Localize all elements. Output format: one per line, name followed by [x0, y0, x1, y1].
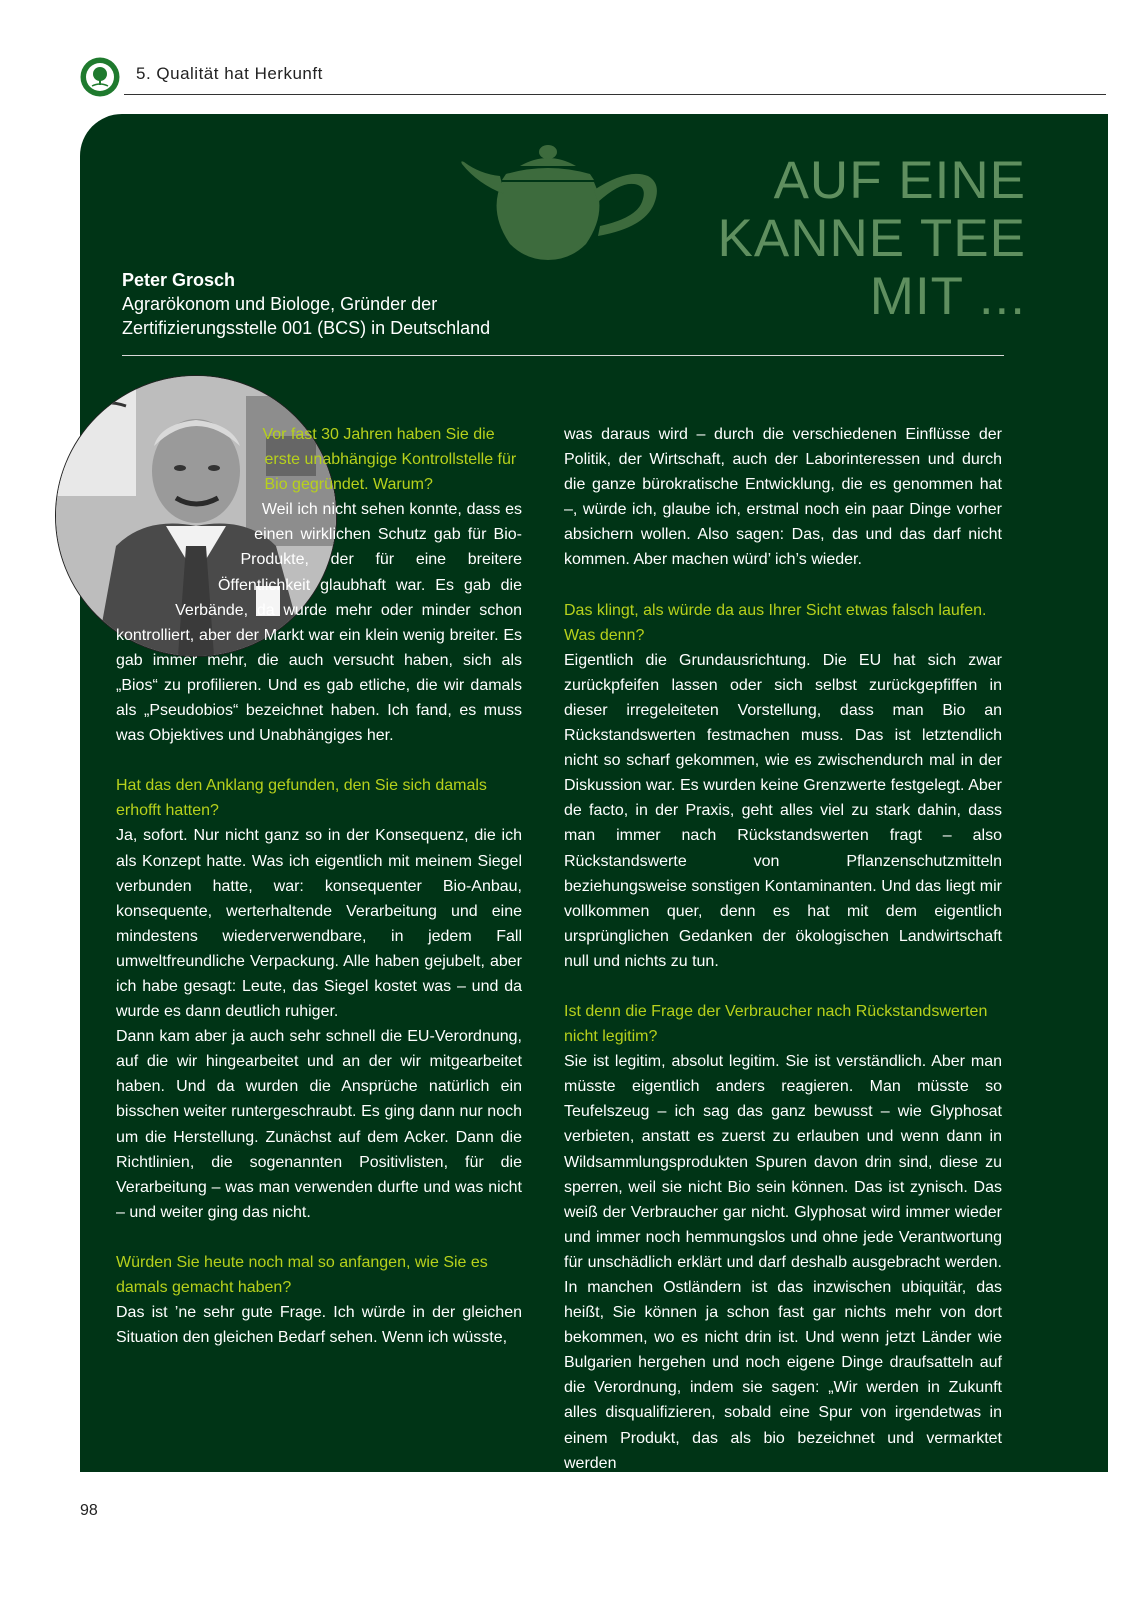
interview-answer: was daraus wird – durch die verschiedenen Einflüsse der Politik, der Wirtschaft, auch der Laborinteressen und durch die ganze bürokratische Entwicklung, die es genommen hat –, würde ich, glaube ich, erstmal noch ein paar Dinge vorher absichern wollen. Also sagen: Das, das und das darf nicht kommen. Aber machen würd’ ich’s wieder.	[564, 426, 1002, 569]
interviewee-description-line: Agrarökonom und Biologe, Gründer der	[122, 294, 438, 314]
interview-question: Würden Sie heute noch mal so anfangen, wie Sie es damals gemacht haben?	[116, 1253, 488, 1296]
header-divider	[124, 94, 1106, 95]
interview-question: Das klingt, als würde da aus Ihrer Sicht etwas falsch laufen. Was denn?	[564, 601, 987, 644]
interview-answer: Eigentlich die Grundausrichtung. Die EU hat sich zwar zurückpfeifen lassen oder sich selbst zurückgepfiffen in dieser irregeleiteten Vorstellung, dass man Bio an Rückstandswerten festmachen muss. Das ist letztendlich nicht so scharf gekommen, wie es zwischendurch mal in der Diskussion war. Es wurden keine Grenzwerte festgelegt. Aber de facto, in der Praxis, geht alles viel zu stark dahin, dass man immer nach Rückstandswerten fragt – also Rückstandswerte von Pflanzenschutzmitteln beziehungsweise sonstigen Kontaminanten. Und das liegt mir vollkommen quer, denn es hat mit dem eigentlich ursprünglichen Gedanken der ökologischen Landwirtschaft null und nichts zu tun.	[564, 651, 1002, 970]
interview-answer: Dann kam aber ja auch sehr schnell die EU-Verordnung, auf die wir hingearbeitet und an der wir mitgearbeitet haben. Und da wurden die Ansprüche natürlich ein bisschen weiter runtergeschraubt. Es ging dann nur noch um die Herstellung. Zunächst auf dem Acker. Dann die Richtlinien, die sogenannten Positivlisten, für die Verarbeitung – was man verwenden durfte und was nicht – und weiter ging das nicht.	[116, 1028, 522, 1221]
interview-answer: Ja, sofort. Nur nicht ganz so in der Konsequenz, die ich als Konzept hatte. Was ich eigentlich mit meinem Siegel verbunden hatte, war: konsequenter Bio-Anbau, konsequente, werterhaltende Verarbeitung und eine mindestens wiederverwendbare, in jedem Fall umweltfreundliche Verpackung. Alle haben gejubelt, aber ich habe gesagt: Leute, das Siegel kostet was – und da wurde es dann deutlich ruhiger.	[116, 827, 522, 1021]
interview-answer: Sie ist legitim, absolut legitim. Sie ist verständlich. Aber man müsste eigentlich anders reagieren. Man müsste so Teufelszeug – ich sag das ganz bewusst – wie Glyphosat verbieten, anstatt es zuerst zu erlauben und wenn dann in Wildsammlungsprodukten Spuren davon drin sind, diese zu sperren, weil sie nicht Bio sein können. Das ist zynisch. Das weiß der Verbraucher gar nicht. Glyphosat wird immer wieder und immer noch hemmungslos und ohne jede Verantwortung für unschädlich erklärt und darf deshalb ausgebracht werden. In manchen Ostländern ist das inzwischen ubiquitär, das heißt, Sie können ja schon fast gar nichts mehr von dort bekommen, wo es nicht drin ist. Und wenn jetzt Länder wie Bulgarien hergehen und noch eigene Dinge draufsatteln auf die Verordnung, indem sie sagen: „Wir werden in Zukunft alles disqualifizieren, sobald eine Spur von irgendetwas in einem Produkt, das als bio bezeichnet und vermarktet werden	[564, 1053, 1002, 1472]
interviewee-name: Peter Grosch	[122, 270, 236, 290]
headline-line: KANNE TEE	[717, 209, 1026, 268]
headline-line: AUF EINE	[773, 151, 1026, 210]
interview-question: Ist denn die Frage der Verbraucher nach Rückstandswerten nicht legitim?	[564, 1002, 988, 1046]
interview-left-column	[116, 422, 522, 1350]
page-number: 98	[80, 1502, 98, 1519]
interview-headline	[718, 152, 1026, 326]
interview-answer: Weil ich nicht sehen konnte, dass es einen wirklichen Schutz gab für Bio-Produkte, der für eine breitere Öffentlichkeit glaubhaft war. Es gab die Verbände, da wurde mehr oder minder schon kontrolliert, aber der Markt war ein klein wenig breiter. Es gab immer mehr, die auch versucht haben, sich als „Bios“ zu profilieren. Und es gab etliche, die wir damals als „Pseudobios“ bezeichnet haben. Ich fand, es muss was Objektives und Unabhängiges her.	[116, 501, 522, 745]
teapot-icon	[458, 140, 662, 264]
interview-right-column	[564, 422, 1002, 1476]
interview-question: Hat das den Anklang gefunden, den Sie sich damals erhofft hatten?	[116, 777, 487, 820]
headline-line: MIT ...	[869, 267, 1026, 326]
bio-seal-logo-icon	[80, 57, 120, 97]
interview-question: Vor fast 30 Jahren haben Sie die erste unabhängige Kontrollstelle für Bio gegründet. Warum?	[262, 426, 517, 494]
interview-answer: Das ist ’ne sehr gute Frage. Ich würde in der gleichen Situation den gleichen Bedarf sehen. Wenn ich wüsste,	[116, 1304, 522, 1347]
interviewee-description	[122, 292, 562, 340]
interviewee-description-line: Zertifizierungsstelle 001 (BCS) in Deutschland	[122, 318, 491, 338]
panel-divider	[122, 355, 1004, 356]
chapter-title: 5. Qualität hat Herkunft	[136, 64, 323, 83]
